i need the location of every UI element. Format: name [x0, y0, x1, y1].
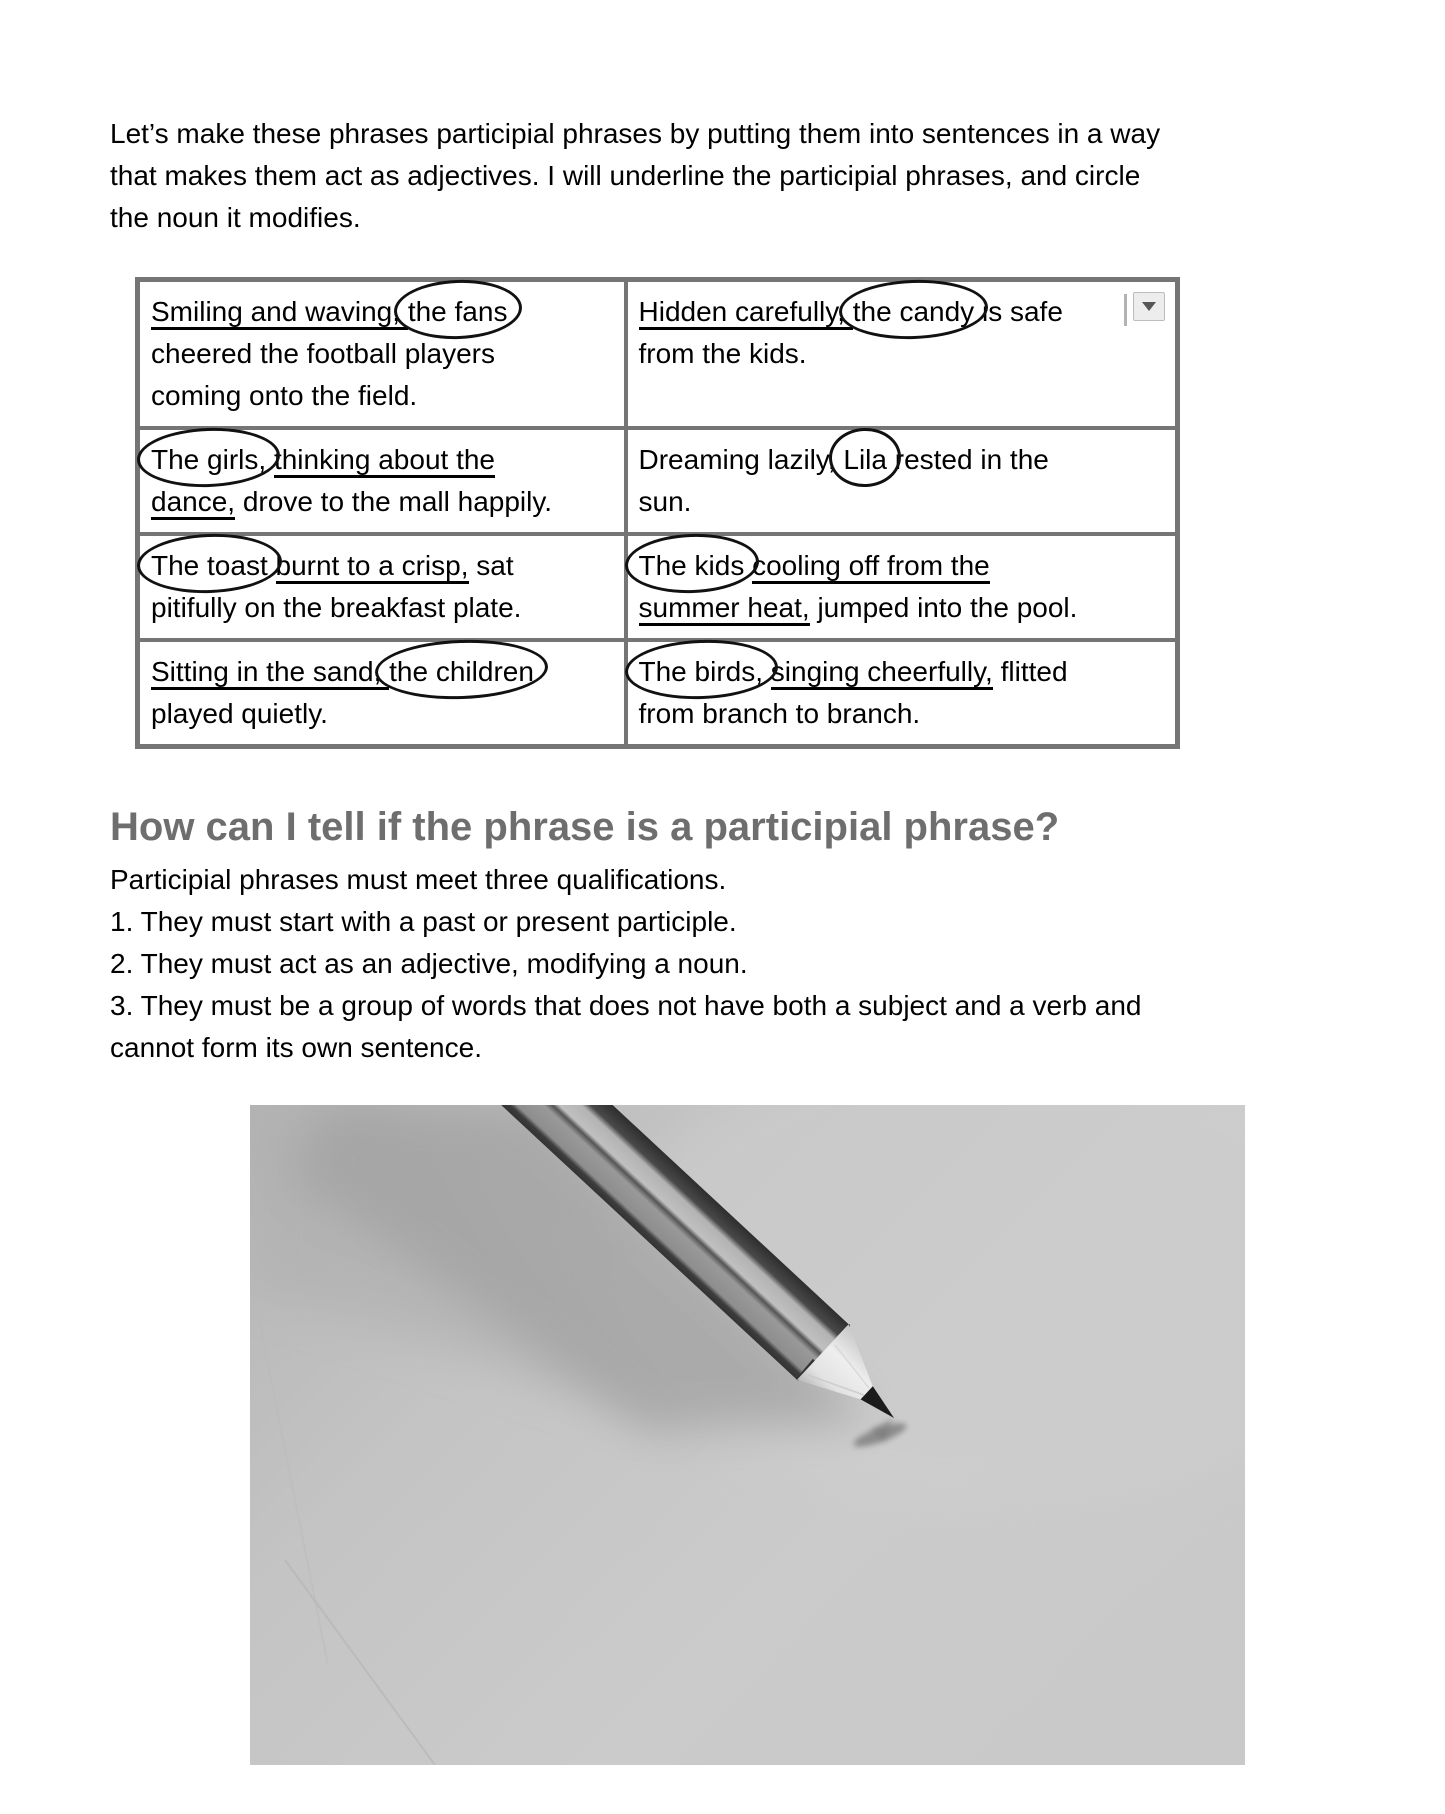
- sentence-text: Dreaming lazily,: [638, 444, 844, 475]
- sentence-text: drove to the mall happily.: [235, 486, 553, 517]
- list-item: 1. They must start with a past or present participle.: [110, 906, 737, 937]
- circled-noun: The toast: [151, 550, 268, 581]
- sentence-cell: [626, 534, 1178, 640]
- circled-noun: The girls,: [151, 444, 267, 475]
- qualifications-lead: Participial phrases must meet three qualifications.: [110, 864, 727, 895]
- sentence-cell: [138, 428, 626, 534]
- section-heading: How can I tell if the phrase is a participial phrase?: [110, 805, 1060, 849]
- circled-noun: the candy: [852, 296, 975, 327]
- intro-paragraph: Let’s make these phrases participial phrases by putting them into sentences in a way that makes them act as adjectives. I will underline the participial phrases, and circle the noun it modifies.: [110, 118, 1161, 233]
- text-cursor: [1124, 294, 1127, 326]
- participial-phrase: Sitting in the sand,: [151, 656, 389, 690]
- sentence-cell: [138, 534, 626, 640]
- participial-phrase: cooling off from the: [752, 550, 990, 584]
- table-row: [138, 640, 1178, 747]
- list-item: 2. They must act as an adjective, modifying a noun.: [110, 948, 748, 979]
- sentence-text: from the kids.: [638, 338, 807, 369]
- participial-phrase: burnt to a crisp,: [276, 550, 469, 584]
- sentence-table-body: [138, 280, 1178, 747]
- circled-noun: The birds,: [638, 656, 763, 687]
- pencil-photo-image: [250, 1105, 1245, 1765]
- sentence-cell: [138, 640, 626, 747]
- sentence-text: is safe: [974, 296, 1063, 327]
- sentence-text: [763, 656, 771, 687]
- dropdown-arrow-icon: [1142, 302, 1156, 311]
- sentence-text: [266, 444, 274, 475]
- circled-noun: the fans: [407, 296, 508, 327]
- sentence-text: sun.: [638, 486, 692, 517]
- sentence-text: cheered the football players: [151, 338, 495, 369]
- table-row: [138, 428, 1178, 534]
- sentence-text: [744, 550, 752, 581]
- circled-noun: The kids: [638, 550, 745, 581]
- sentence-text: played quietly.: [151, 698, 328, 729]
- sentence-text: from branch to branch.: [638, 698, 921, 729]
- participial-phrase: Hidden carefully,: [639, 296, 853, 330]
- pencil-photo: [250, 1105, 1245, 1765]
- list-item: 3. They must be a group of words that does not have both a subject and a verb and cannot form its own sentence.: [110, 990, 1142, 1063]
- sentence-text: [268, 550, 276, 581]
- table-row: [138, 534, 1178, 640]
- circled-noun: Lila: [843, 444, 887, 475]
- sentence-text: pitifully on the breakfast plate.: [151, 592, 522, 623]
- sentence-text: rested in the: [886, 444, 1049, 475]
- participial-phrase: thinking about the: [274, 444, 495, 478]
- participial-phrase: singing cheerfully,: [771, 656, 993, 690]
- sentence-cell: [138, 280, 626, 429]
- sentence-text: flitted: [992, 656, 1068, 687]
- participial-phrase: dance,: [151, 486, 235, 520]
- sentence-table: [135, 277, 1180, 749]
- participial-phrase: summer heat,: [639, 592, 810, 626]
- sentence-cell: [626, 280, 1178, 429]
- sentence-text: coming onto the field.: [151, 380, 418, 411]
- sentence-cell: [626, 640, 1178, 747]
- table-row: [138, 280, 1178, 429]
- dropdown-button[interactable]: [1133, 292, 1165, 321]
- sentence-text: jumped into the pool.: [809, 592, 1078, 623]
- sentence-cell: [626, 428, 1178, 534]
- sentence-text: sat: [468, 550, 514, 581]
- participial-phrase: Smiling and waving,: [151, 296, 408, 330]
- circled-noun: the children: [389, 656, 534, 687]
